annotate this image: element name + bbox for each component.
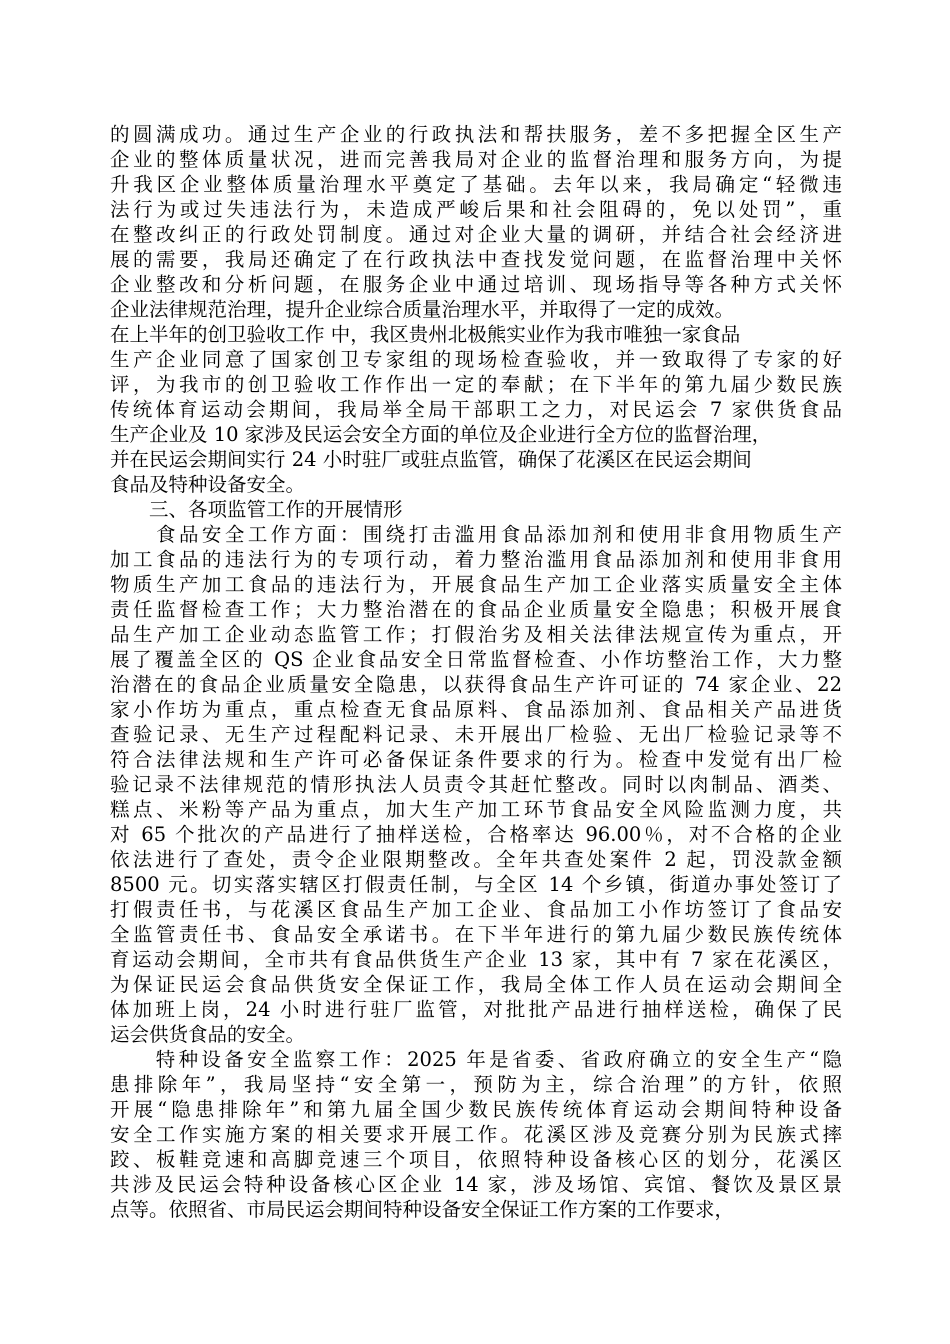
text-line: 传统体育运动会期间，我局举全局干部职工之力，对民运会 7 家供货食品	[110, 398, 842, 421]
text-line: 在整改纠正的行政处罚制度。通过对企业大量的调研，并结合社会经济进	[110, 223, 842, 246]
text-line: 治潜在的食品企业质量安全隐患，以获得食品生产许可证的 74 家企业、22	[110, 673, 842, 696]
text-line: 生产企业及 10 家涉及民运会安全方面的单位及企业进行全方位的监督治理，	[110, 423, 772, 446]
text-line: 展的需要，我局还确定了在行政执法中查找发觉问题，在监督治理中关怀	[110, 248, 842, 271]
text-line: 安全工作实施方案的相关要求开展工作。花溪区涉及竞赛分别为民族式摔	[110, 1123, 842, 1146]
text-line: 为保证民运会食品供货安全保证工作，我局全体工作人员在运动会期间全	[110, 973, 842, 996]
text-line: 食品及特种设备安全。	[110, 473, 306, 496]
text-line: 体加班上岗，24 小时进行驻厂监管，对批批产品进行抽样送检，确保了民	[110, 998, 842, 1021]
text-line: 三、各项监管工作的开展情形	[110, 498, 403, 521]
document-body	[110, 122, 842, 1222]
text-line: 打假责任书，与花溪区食品生产加工企业、食品加工小作坊签订了食品安	[110, 898, 842, 921]
text-line: 查验记录、无生产过程配料记录、未开展出厂检验、无出厂检验记录等不	[110, 723, 842, 746]
text-line: 符合法律法规和生产许可必备保证条件要求的行为。检查中发觉有出厂检	[110, 748, 842, 771]
text-line: 生产企业同意了国家创卫专家组的现场检查验收，并一致取得了专家的好	[110, 348, 842, 371]
text-line: 共涉及民运会特种设备核心区企业 14 家，涉及场馆、宾馆、餐饮及景区景	[110, 1173, 842, 1196]
text-line: 验记录不法律规范的情形执法人员责令其赶忙整改。同时以肉制品、酒类、	[110, 773, 842, 796]
text-line: 特种设备安全监察工作：2025 年是省委、省政府确立的安全生产“隐	[110, 1048, 842, 1071]
text-line: 的圆满成功。通过生产企业的行政执法和帮扶服务，差不多把握全区生产	[110, 123, 842, 146]
text-line: 食品安全工作方面：围绕打击滥用食品添加剂和使用非食用物质生产	[110, 523, 842, 546]
text-line: 法行为或过失违法行为，未造成严峻后果和社会阻碍的，免以处罚”，重	[110, 198, 842, 221]
text-line: 企业的整体质量状况，进而完善我局对企业的监督治理和服务方向，为提	[110, 148, 842, 171]
text-line: 加工食品的违法行为的专项行动，着力整治滥用食品添加剂和使用非食用	[110, 548, 842, 571]
text-line: 开展“隐患排除年”和第九届全国少数民族传统体育运动会期间特种设备	[110, 1098, 842, 1121]
text-line: 全监管责任书、食品安全承诺书。在下半年进行的第九届少数民族传统体	[110, 923, 842, 946]
text-line: 升我区企业整体质量治理水平奠定了基础。去年以来，我局确定“轻微违	[110, 173, 842, 196]
text-line: 企业法律规范治理，提升企业综合质量治理水平，并取得了一定的成效。	[110, 298, 735, 321]
text-line: 运会供货食品的安全。	[110, 1023, 306, 1046]
text-line: 跤、板鞋竞速和高脚竞速三个项目，依照特种设备核心区的划分，花溪区	[110, 1148, 842, 1171]
text-line: 企业整改和分析问题，在服务企业中通过培训、现场指导等各种方式关怀	[110, 273, 842, 296]
text-line: 展了覆盖全区的 QS 企业食品安全日常监督检查、小作坊整治工作，大力整	[110, 648, 842, 671]
text-line: 物质生产加工食品的违法行为，开展食品生产加工企业落实质量安全主体	[110, 573, 842, 596]
text-line: 点等。依照省、市局民运会期间特种设备安全保证工作方案的工作要求，	[110, 1198, 735, 1221]
text-line: 评，为我市的创卫验收工作作出一定的奉献；在下半年的第九届少数民族	[110, 373, 842, 396]
text-line: 对 65 个批次的产品进行了抽样送检，合格率达 96.00％，对不合格的企业	[110, 823, 842, 846]
text-line: 糕点、米粉等产品为重点，加大生产加工环节食品安全风险监测力度，共	[110, 798, 842, 821]
text-line: 8500 元。切实落实辖区打假责任制，与全区 14 个乡镇，街道办事处签订了	[110, 873, 842, 896]
text-line: 在上半年的创卫验收工作 中，我区贵州北极熊实业作为我市唯独一家食品	[110, 323, 741, 346]
text-line: 家小作坊为重点，重点检查无食品原料、食品添加剂、食品相关产品进货	[110, 698, 842, 721]
text-line: 责任监督检查工作；大力整治潜在的食品企业质量安全隐患；积极开展食	[110, 598, 842, 621]
text-line: 患排除年”，我局坚持“安全第一，预防为主，综合治理”的方针，依照	[110, 1073, 842, 1096]
text-line: 依法进行了查处，责令企业限期整改。全年共查处案件 2 起，罚没款金额	[110, 848, 842, 871]
text-line: 品生产加工企业动态监管工作；打假治劣及相关法律法规宣传为重点，开	[110, 623, 842, 646]
text-line: 育运动会期间，全市共有食品供货生产企业 13 家，其中有 7 家在花溪区，	[110, 948, 842, 971]
text-line: 并在民运会期间实行 24 小时驻厂或驻点监管，确保了花溪区在民运会期间	[110, 448, 752, 471]
